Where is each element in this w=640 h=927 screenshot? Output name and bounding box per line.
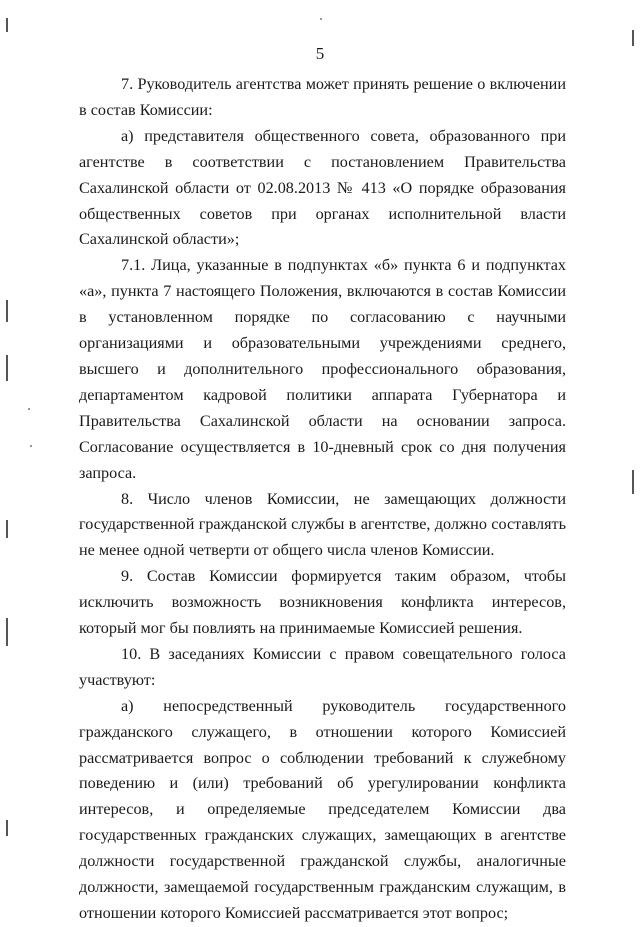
scan-edge-mark [6, 300, 8, 322]
scan-speck [320, 18, 322, 20]
scan-speck [30, 445, 32, 447]
paragraph-9: 9. Состав Комиссии формируется таким образом, чтобы исключить возможность возникновения конфликта интересов, который мог бы повлиять на принимаемые Комиссией решения. [79, 567, 566, 638]
scan-edge-mark [6, 820, 8, 836]
scan-edge-mark [6, 520, 8, 538]
document-body [79, 72, 566, 927]
paragraph-7-1: 7.1. Лица, указанные в подпунктах «б» пункта 6 и подпунктах «а», пункта 7 настоящего Положения, включаются в состав Комиссии в установленном порядке по согласованию с научными организациями и образовательными учреждениями среднего, высшего и дополнительного профессионального образования, департаментом кадровой политики аппарата Губернатора и Правительства Сахалинской области на основании запроса. Согласование осуществляется в 10-дневный срок со дня получения запроса. [79, 256, 566, 482]
scan-edge-mark [632, 470, 634, 494]
paragraph-7a: а) представителя общественного совета, образованного при агентстве в соответствии с постановлением Правительства Сахалинской области от 02.08.2013 № 413 «О порядке образования общественных советов при органах исполнительной власти Сахалинской области»; [79, 126, 566, 249]
scan-edge-mark [6, 355, 8, 381]
scan-speck [28, 408, 30, 410]
page-number: 5 [315, 44, 325, 63]
scan-edge-mark [6, 18, 8, 32]
paragraph-10: 10. В заседаниях Комиссии с правом совещательного голоса участвуют: [79, 644, 566, 689]
scan-edge-mark [6, 618, 8, 646]
paragraph-10a: а) непосредственный руководитель государственного гражданского служащего, в отношении которого Комиссией рассматривается вопрос о соблюдении требований к служебному поведению и (или) требований об урегулировании конфликта интересов, и определяемые председателем Комиссии два государственных гражданских служащих, замещающих в агентстве должности государственной гражданской службы, аналогичные должности, замещаемой государственным гражданским служащим, в отношении которого Комиссией рассматривается этот вопрос; [79, 696, 566, 922]
paragraph-7: 7. Руководитель агентства может принять решение о включении в состав Комиссии: [79, 75, 566, 119]
paragraph-8: 8. Число членов Комиссии, не замещающих должности государственной гражданской службы в агентстве, должно составлять не менее одной четверти от общего числа членов Комиссии. [79, 489, 566, 560]
